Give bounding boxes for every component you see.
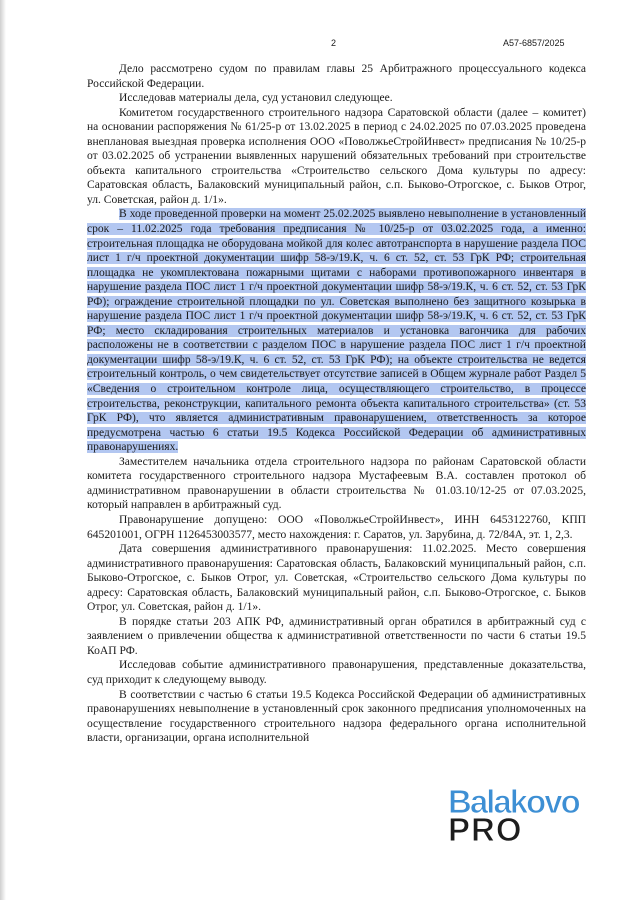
page-edge-shadow [0, 0, 6, 900]
paragraph-text: Заместителем начальника отдела строительного надзора по районам Саратовской области комитета государственного строительного надзора Мустафеевым В.А. составлен протокол об административном правонарушении в области строительства № 01.03.10/12-25 от 07.03.2025, который направлен в арбитражный суд. [87, 455, 586, 512]
document-body [87, 62, 586, 746]
watermark-line-1: Balakovo [448, 783, 579, 820]
paragraph-text: Исследовав материалы дела, суд установил следующее. [119, 92, 393, 105]
paragraph-text: Дата совершения административного правонарушения: 11.02.2025. Место совершения административного правонарушения: Саратовская область, Балаковский муниципальный район, с.п. Быково-Отрогское, с. Быков Отрог, ул. Советская, «Строительство сельского Дома культуры по адресу: Саратовская область, Балаковский муниципальный район, с.п. Быково-Отрогское, с. Быков Отрог, ул. Советская, район д. 1/1». [87, 543, 586, 614]
paragraph-text: Исследовав событие административного правонарушения, представленные доказательства, суд приходит к следующему выводу. [87, 659, 586, 686]
paragraph-text: Правонарушение допущено: ООО «ПоволжьеСтройИнвест», ИНН 6453122760, КПП 645201001, ОГРН 1126453003577, место нахождения: г. Саратов, ул. Зарубина, д. 72/84А, эт. 1, 2,3. [87, 513, 586, 541]
paragraph-10 [87, 688, 586, 746]
paragraph-7 [87, 542, 586, 615]
paragraph-text: Комитетом государственного строительного надзора Саратовской области (далее – комитет) на основании распоряжения № 61/25-р от 13.02.2025 в период с 24.02.2025 по 07.03.2025 проведена внеплановая выездная проверка исполнения ООО «ПоволжьеСтройИнвест» предписания № 10/25-р от 03.02.2025 об устранении выявленных нарушений обязательных требований при строительстве объекта капитального строительства «Строительство сельского Дома культуры по адресу: Саратовская область, Балаковский муниципальный район, с.п. Быково-Отрогское, с. Быков Отрог, ул. Советская, район д. 1/1». [87, 106, 586, 206]
paragraph-1 [87, 62, 586, 91]
paragraph-text: Дело рассмотрено судом по правилам главы 25 Арбитражного процессуального кодекса Российской Федерации. [87, 63, 586, 90]
paragraph-6 [87, 513, 586, 542]
paragraph-9 [87, 658, 586, 687]
paragraph-3 [87, 106, 586, 208]
paragraph-8 [87, 615, 586, 659]
paragraph-4-selected[interactable] [87, 207, 586, 454]
selected-text[interactable]: В ходе проведенной проверки на момент 25.02.2025 выявлено невыполнение в установленный срок – 11.02.2025 года требования предписания № 10/25-р от 03.02.2025 года, а именно: строительная площадка не оборудована мойкой для колес автотранспорта в нарушение раздела ПОС лист 1 г/ч проектной документации шифр 58-э/19.К, ч. 6 ст. 52, ст. 53 ГрК РФ; строительная площадка не укомплектована пожарными щитами с наборами противопожарного инвентаря в нарушение раздела ПОС лист 1 г/ч проектной документации шифр 58-э/19.К, ч. 6 ст. 52, ст. 53 ГрК РФ); ограждение строительной площадки по ул. Советская выполнено без защитного козырька в нарушение раздела ПОС лист 1 г/ч проектной документации шифр 58-э/19.К, ч. 6 ст. 52, ст. 53 ГрК РФ; место складирования строительных материалов и установка вагончика для рабочих расположены не в соответствии с разделом ПОС в нарушение раздела ПОС лист 1 г/ч проектной документации шифр 58-э/19.К, ч. 6 ст. 52, ст. 53 ГрК РФ); на объекте строительства не ведется строительный контроль, о чем свидетельствует отсутствие записей в Общем журнале работ Раздел 5 «Сведения о строительном контроле лица, осуществляющего строительство, в процессе строительства, реконструкции, капитального ремонта объекта капитального строительства» (ст. 53 ГрК РФ), что является административным правонарушением, ответственность за которое предусмотрена частью 6 статьи 19.5 Кодекса Российской Федерации об административных правонарушениях. [87, 208, 586, 454]
paragraph-5 [87, 455, 586, 513]
page-number: 2 [331, 38, 337, 48]
paragraph-text: В порядке статьи 203 АПК РФ, административный орган обратился в арбитражный суд с заявлением о привлечении общества к административной ответственности по части 6 статьи 19.5 КоАП РФ. [87, 615, 586, 657]
watermark-line-2: PRO [448, 811, 523, 848]
balakovo-pro-watermark-logo [448, 784, 598, 850]
case-number: А57-6857/2025 [503, 38, 565, 48]
paragraph-text: В соответствии с частью 6 статьи 19.5 Кодекса Российской Федерации об административных правонарушениях невыполнение в установленный срок законного предписания уполномоченных на осуществление государственного строительного надзора федерального органа исполнительной власти, организации, органа исполнительной [87, 688, 586, 745]
paragraph-2 [87, 91, 586, 106]
